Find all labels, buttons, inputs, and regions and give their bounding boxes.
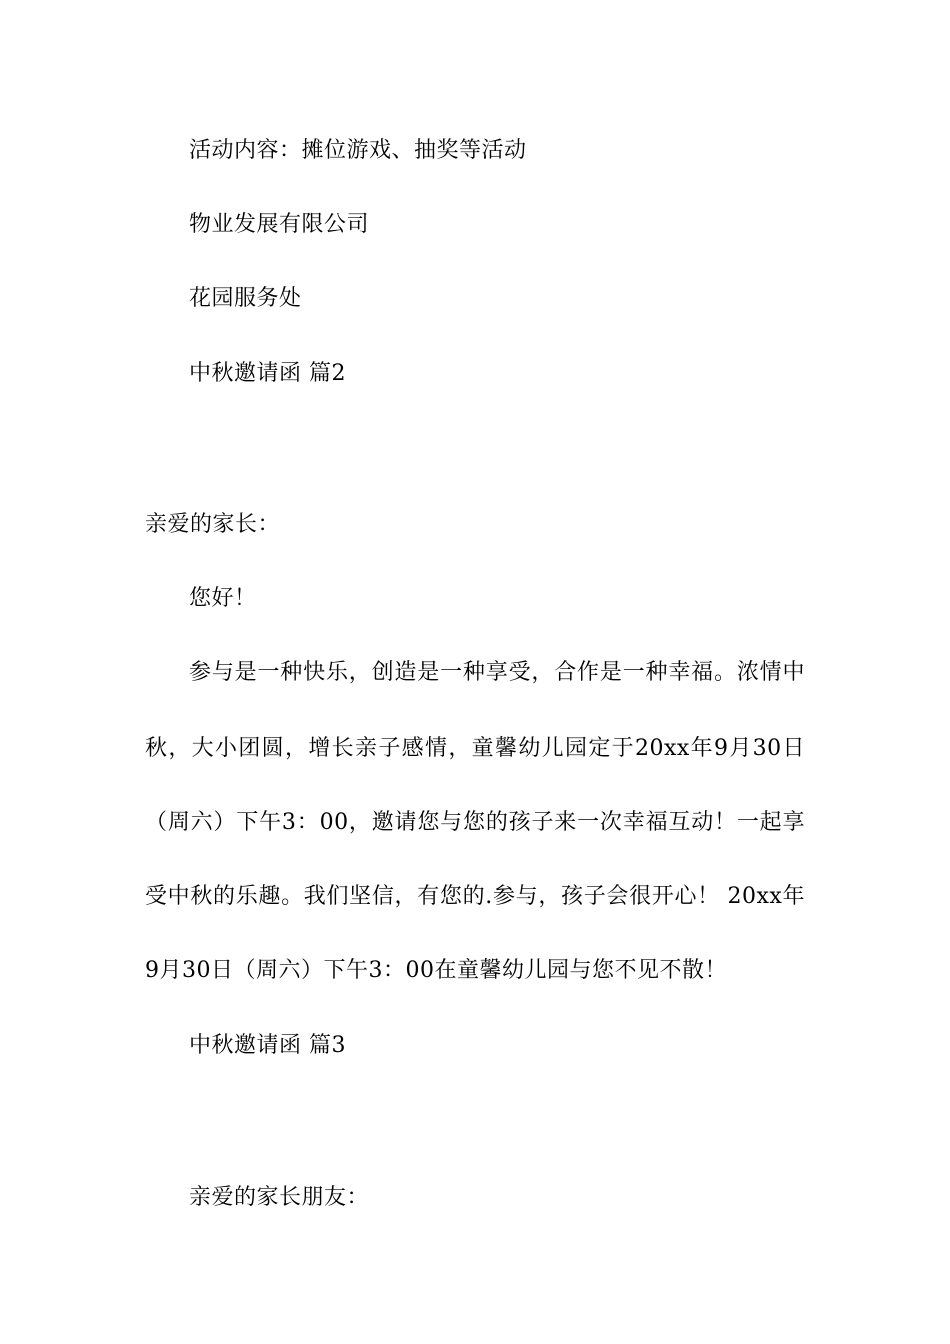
body-paragraph-line-2: 秋，大小团圆，增长亲子感情，童馨幼儿园定于20xx年9月30日 <box>145 736 805 761</box>
body-paragraph-line-1: 参与是一种快乐，创造是一种享受，合作是一种幸福。浓情中 <box>189 660 805 685</box>
company-name-line: 物业发展有限公司 <box>189 212 370 237</box>
greeting-line: 您好！ <box>189 586 257 611</box>
body-paragraph-line-5: 9月30日（周六）下午3：00在童馨幼儿园与您不见不散！ <box>145 958 727 983</box>
section-heading-3: 中秋邀请函 篇3 <box>189 1033 346 1058</box>
salutation-parent-friends: 亲爱的家长朋友： <box>189 1185 370 1210</box>
service-office-line: 花园服务处 <box>189 286 302 311</box>
activity-content-line: 活动内容：摊位游戏、抽奖等活动 <box>189 138 527 163</box>
body-paragraph-line-3: （周六）下午3：00，邀请您与您的孩子来一次幸福互动！一起享 <box>145 810 805 835</box>
body-paragraph-line-4: 受中秋的乐趣。我们坚信，有您的.参与，孩子会很开心！ 20xx年 <box>145 884 805 909</box>
section-heading-2: 中秋邀请函 篇2 <box>189 361 346 386</box>
salutation-parents: 亲爱的家长： <box>145 512 281 537</box>
